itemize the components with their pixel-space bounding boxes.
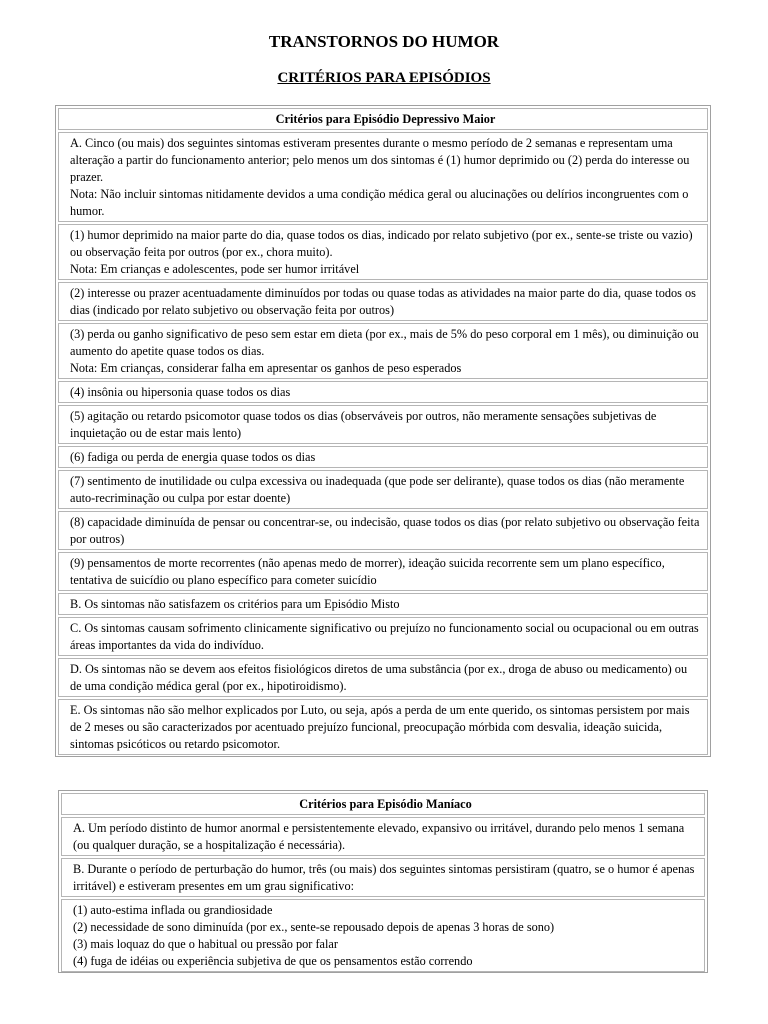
depressive-table-header: Critérios para Episódio Depressivo Maior bbox=[58, 108, 708, 130]
criterion-row: (6) fadiga ou perda de energia quase todos os dias bbox=[58, 446, 708, 468]
criterion-row: (3) perda ou ganho significativo de peso sem estar em dieta (por ex., mais de 5% do peso corporal em 1 mês), ou diminuição ou aumento do apetite quase todos os dias. Nota: Em crianças, considerar falha em apresentar os ganhos de peso esperados bbox=[58, 323, 708, 379]
criterion-row: C. Os sintomas causam sofrimento clinicamente significativo ou prejuízo no funcionamento social ou ocupacional ou em outras áreas importantes da vida do indivíduo. bbox=[58, 617, 708, 656]
page-title: TRANSTORNOS DO HUMOR bbox=[268, 32, 500, 51]
criterion-row: (5) agitação ou retardo psicomotor quase todos os dias (observáveis por outros, não meramente sensações subjetivas de inquietação ou de estar mais lento) bbox=[58, 405, 708, 444]
page-subtitle: CRITÉRIOS PARA EPISÓDIOS bbox=[277, 70, 491, 86]
depressive-criteria-table bbox=[55, 105, 711, 757]
criterion-row: (2) interesse ou prazer acentuadamente diminuídos por todas ou quase todas as atividades na maior parte do dia, quase todos os dias (indicado por relato subjetivo ou observação feita por outros) bbox=[58, 282, 708, 321]
manic-table-header: Critérios para Episódio Maníaco bbox=[61, 793, 705, 815]
criterion-row: (1) humor deprimido na maior parte do dia, quase todos os dias, indicado por relato subjetivo (por ex., sente-se triste ou vazio) ou observação feita por outros (por ex., chora muito). Nota: Em crianças e adolescentes, pode ser humor irritável bbox=[58, 224, 708, 280]
criterion-row: B. Durante o período de perturbação do humor, três (ou mais) dos seguintes sintomas persistiram (quatro, se o humor é apenas irritável) e estiveram presentes em um grau significativo: bbox=[61, 858, 705, 897]
criterion-row: (8) capacidade diminuída de pensar ou concentrar-se, ou indecisão, quase todos os dias (por relato subjetivo ou observação feita por outros) bbox=[58, 511, 708, 550]
criterion-row: A. Cinco (ou mais) dos seguintes sintomas estiveram presentes durante o mesmo período de 2 semanas e representam uma alteração a partir do funcionamento anterior; pelo menos um dos sintomas é (1) humor deprimido ou (2) perda do interesse ou prazer. Nota: Não incluir sintomas nitidamente devidos a uma condição médica geral ou alucinações ou delírios incongruentes com o humor. bbox=[58, 132, 708, 222]
criterion-row: D. Os sintomas não se devem aos efeitos fisiológicos diretos de uma substância (por ex., droga de abuso ou medicamento) ou de uma condição médica geral (por ex., hipotiroidismo). bbox=[58, 658, 708, 697]
criterion-row: E. Os sintomas não são melhor explicados por Luto, ou seja, após a perda de um ente querido, os sintomas persistem por mais de 2 meses ou são caracterizados por acentuado prejuízo funcional, preocupação mórbida com desvalia, ideação suicida, sintomas psicóticos ou retardo psicomotor. bbox=[58, 699, 708, 755]
criterion-row: (9) pensamentos de morte recorrentes (não apenas medo de morrer), ideação suicida recorrente sem um plano específico, tentativa de suicídio ou plano específico para cometer suicídio bbox=[58, 552, 708, 591]
criterion-row: (4) insônia ou hipersonia quase todos os dias bbox=[58, 381, 708, 403]
criterion-row: (7) sentimento de inutilidade ou culpa excessiva ou inadequada (que pode ser delirante), quase todos os dias (não meramente auto-recriminação ou culpa por estar doente) bbox=[58, 470, 708, 509]
manic-criteria-table bbox=[58, 790, 708, 973]
criterion-row: (1) auto-estima inflada ou grandiosidade (2) necessidade de sono diminuída (por ex., sente-se repousado depois de apenas 3 horas de sono) (3) mais loquaz do que o habitual ou pressão por falar (4) fuga de idéias ou experiência subjetiva de que os pensamentos estão correndo bbox=[61, 899, 705, 972]
criterion-row: B. Os sintomas não satisfazem os critérios para um Episódio Misto bbox=[58, 593, 708, 615]
criterion-row: A. Um período distinto de humor anormal e persistentemente elevado, expansivo ou irritável, durando pelo menos 1 semana (ou qualquer duração, se a hospitalização é necessária). bbox=[61, 817, 705, 856]
